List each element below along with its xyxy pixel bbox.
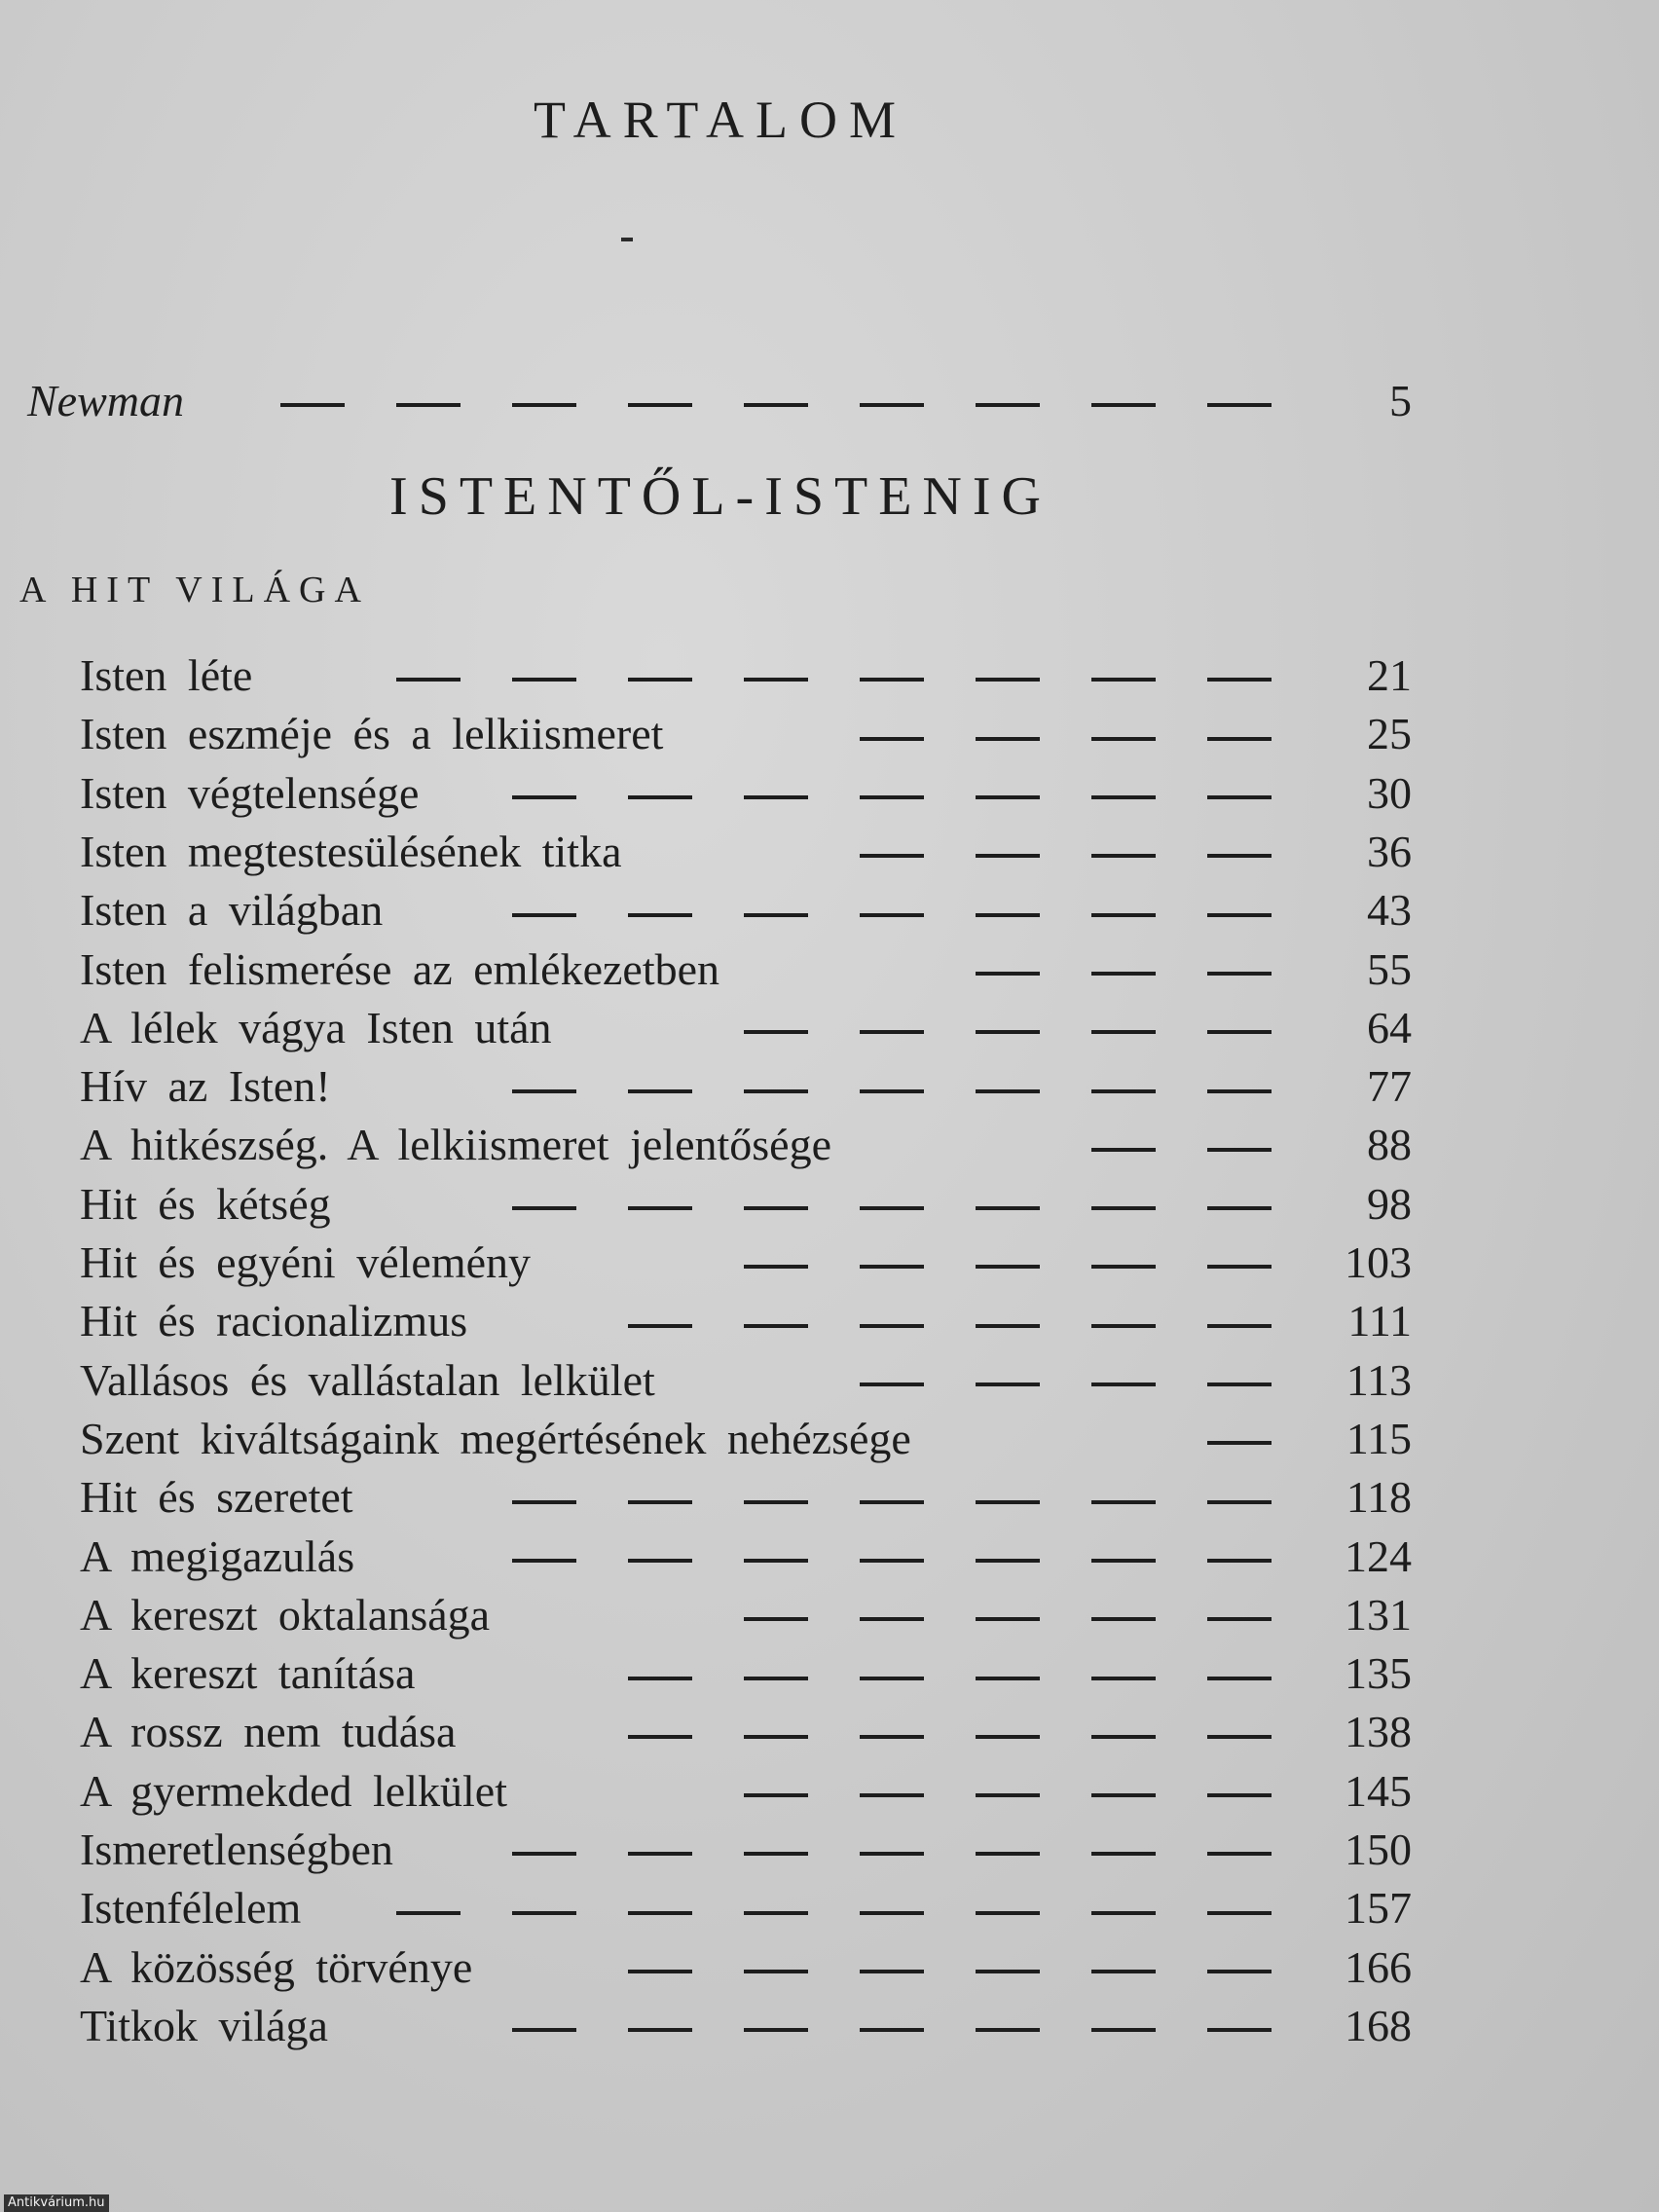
toc-leader-dashes	[692, 999, 1272, 1057]
toc-leader-dashes	[1156, 1410, 1272, 1468]
toc-entry-label: Vallásos és vallástalan lelkület	[80, 1354, 655, 1405]
toc-entry-page: 138	[1345, 1707, 1412, 1757]
toc-entry-page: 30	[1367, 767, 1412, 818]
toc-leader-dashes	[808, 705, 1272, 763]
toc-entry-label: Isten léte	[80, 650, 253, 700]
toc-entry-label: Hit és racionalizmus	[80, 1296, 468, 1346]
toc-entry	[0, 764, 1659, 823]
toc-entry	[0, 1410, 1659, 1468]
toc-entry-label: Hit és szeretet	[80, 1472, 353, 1523]
toc-leader-dashes	[345, 1879, 1272, 1937]
toc-entry	[0, 1057, 1659, 1116]
toc-entry-label: Hit és kétség	[80, 1178, 331, 1229]
toc-entry	[0, 1351, 1659, 1410]
toc-entry	[0, 1116, 1659, 1174]
toc-leader-dashes	[576, 1938, 1272, 1997]
toc-leader-dashes	[692, 1762, 1272, 1821]
toc-leader-dashes	[808, 1351, 1272, 1410]
toc-entry	[0, 1175, 1659, 1234]
toc-entry	[0, 1821, 1659, 1879]
toc-entry-page: 64	[1367, 1002, 1412, 1052]
toc-entry-label: Newman	[27, 376, 184, 425]
toc-entry-label: Isten végtelensége	[80, 767, 420, 818]
toc-entry-label: Titkok világa	[80, 2000, 328, 2050]
toc-entry-page: 55	[1367, 943, 1412, 994]
toc-entry	[0, 1879, 1659, 1937]
toc-entry-page: 135	[1345, 1648, 1412, 1699]
toc-entry-page: 43	[1367, 885, 1412, 936]
toc-entry-label: A gyermekded lelkület	[80, 1765, 507, 1816]
toc-leader-dashes	[461, 1821, 1272, 1879]
toc-leader-dashes	[576, 1703, 1272, 1761]
toc-leader-dashes	[345, 646, 1272, 705]
toc-entry-page: 98	[1367, 1178, 1412, 1229]
toc-entry-label: Isten eszméje és a lelkiismeret	[80, 709, 664, 759]
toc-entry-page: 113	[1346, 1354, 1412, 1405]
toc-entry-label: A hitkészség. A lelkiismeret jelentősége	[80, 1120, 832, 1170]
toc-entry	[0, 881, 1659, 940]
watermark: Antikvárium.hu	[4, 2194, 109, 2212]
toc-leader-dashes	[692, 1586, 1272, 1644]
toc-entry-page: 36	[1367, 826, 1412, 876]
page-title: TARTALOM	[533, 91, 908, 149]
toc-entry	[0, 940, 1659, 999]
toc-entry	[0, 1644, 1659, 1703]
toc-leader-dashes	[461, 1057, 1272, 1116]
toc-entry-label: A lélek vágya Isten után	[80, 1002, 552, 1052]
toc-entry-page: 115	[1346, 1413, 1412, 1463]
toc-entry-label: Hív az Isten!	[80, 1061, 331, 1112]
toc-entry-label: A megigazulás	[80, 1530, 355, 1581]
toc-leader-dashes	[576, 1644, 1272, 1703]
toc-entry-label: Isten felismerése az emlékezetben	[80, 943, 720, 994]
toc-entry-page: 168	[1345, 2000, 1412, 2050]
toc-leader-dashes	[461, 881, 1272, 940]
toc-leader-dashes	[461, 1528, 1272, 1586]
toc-leader-dashes	[461, 764, 1272, 823]
toc-leader-dashes	[461, 1997, 1272, 2055]
toc-entry	[0, 1762, 1659, 1821]
toc-entry	[0, 1528, 1659, 1586]
toc-leader-dashes	[692, 1234, 1272, 1292]
toc-entry	[0, 823, 1659, 881]
toc-entry-label: A rossz nem tudása	[80, 1707, 457, 1757]
toc-leader-dashes	[808, 823, 1272, 881]
toc-entry-label: Istenfélelem	[80, 1883, 302, 1934]
toc-leader-dashes	[229, 372, 1272, 430]
toc-entry	[0, 646, 1659, 705]
section-title: ISTENTŐL-ISTENIG	[389, 466, 1051, 527]
toc-entry-page: 21	[1367, 650, 1412, 700]
toc-entry-page: 166	[1345, 1941, 1412, 1992]
toc-entry-label: Ismeretlenségben	[80, 1825, 393, 1874]
toc-entry-page: 111	[1347, 1296, 1412, 1346]
toc-entry	[0, 1586, 1659, 1644]
toc-entry-page: 124	[1345, 1530, 1412, 1581]
toc-entry	[0, 1234, 1659, 1292]
toc-entry-page: 131	[1345, 1589, 1412, 1640]
toc-entry-label: A kereszt tanítása	[80, 1648, 416, 1699]
subsection-title: A HIT VILÁGA	[19, 570, 370, 610]
toc-entry-page: 150	[1345, 1825, 1412, 1874]
toc-leader-dashes	[1040, 1116, 1272, 1174]
toc-entry	[0, 1938, 1659, 1997]
toc-entry	[0, 1292, 1659, 1350]
toc-leader-dashes	[461, 1175, 1272, 1234]
toc-entry	[0, 705, 1659, 763]
toc-leader-dashes	[461, 1468, 1272, 1527]
toc-entry-page: 157	[1345, 1883, 1412, 1934]
toc-entry	[0, 1703, 1659, 1761]
toc-entry-page: 118	[1346, 1472, 1412, 1523]
toc-entry-label: Isten megtestesülésének titka	[80, 826, 622, 876]
toc-entry	[0, 1468, 1659, 1527]
toc-entry	[0, 999, 1659, 1057]
toc-entry-label: Hit és egyéni vélemény	[80, 1237, 532, 1287]
toc-entry-page: 77	[1367, 1061, 1412, 1112]
toc-leader-dashes	[576, 1292, 1272, 1350]
ink-mark	[621, 238, 633, 241]
toc-entry-label: Szent kiváltságaink megértésének nehézsége	[80, 1413, 911, 1463]
toc-entry-page: 25	[1367, 709, 1412, 759]
toc-entry-page: 103	[1345, 1237, 1412, 1287]
toc-entry	[0, 1997, 1659, 2055]
toc-leader-dashes	[924, 940, 1272, 999]
toc-entry-label: A kereszt oktalansága	[80, 1589, 491, 1640]
toc-entry-label: A közösség törvénye	[80, 1941, 473, 1992]
toc-entry-page: 5	[1389, 376, 1412, 425]
toc-entry-intro	[0, 372, 1659, 430]
toc-entry-page: 88	[1367, 1120, 1412, 1170]
toc-entry-label: Isten a világban	[80, 885, 384, 936]
toc-entry-page: 145	[1345, 1765, 1412, 1816]
